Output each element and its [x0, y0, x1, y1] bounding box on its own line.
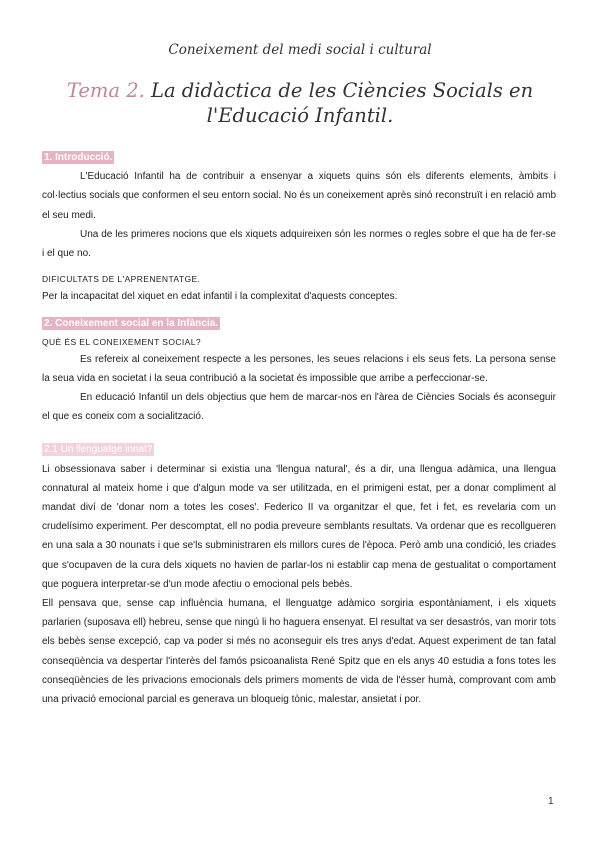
section-heading-coneixement-social: 2. Coneixement social en la Infància.: [44, 318, 218, 330]
title-text-line2: l'Educació Infantil.: [206, 104, 394, 127]
title-tema: Tema 2.: [66, 79, 145, 102]
paragraph: En educació Infantil un dels objectius que hem de marcar-nos en l'àrea de Ciències Socials és aconseguir el que es coneix com a socialització.: [42, 392, 556, 423]
paragraph: Es refereix al coneixement respecte a les persones, les seues relacions i els seus fets. La persona sense la seua vida en societat i la seua contribució a la societat és impossible que arribe a perfeccionar-se.: [42, 353, 556, 384]
page-number: 1: [548, 796, 554, 807]
section-heading-llenguatge-innat: 2.1 Un llenguatge innat?: [44, 444, 153, 456]
title-text: La didàctica de les Ciències Socials en: [144, 79, 534, 102]
paragraph: Ell pensava que, sense cap influència humana, el llenguatge adàmico sorgiria espontàniament, i els xiquets parlarien (suposava ell) hebreu, sense que ningú li ho haguera ensenyat. El resultat va ser desastrós, van morir tots els bebès sense excepció, cap va poder si més no aconseguir els tres anys d'edat. Aquest experiment de tan fatal conseqüència va despertar l'interès del famós psicoanalista René Spitz que en els anys 40 estudia a fons totes les conseqüències de les privacions emocionals dels primers moments de vida de l'ésser humà, comprovant com amb una privació emocional parcial es generava un bloqueig tònic, malestar, ansietat i por.: [42, 598, 556, 706]
subheading-question: QUÈ ÉS EL CONEIXEMENT SOCIAL?: [42, 336, 201, 347]
running-header: Coneixement del medi social i cultural: [168, 42, 432, 58]
subheading-dificultats: DIFICULTATS DE L'APRENENTATGE.: [42, 274, 201, 285]
paragraph: Per la incapacitat del xiquet en edat infantil i la complexitat d'aquests conceptes.: [42, 291, 398, 303]
paragraph: Li obsessionava saber i determinar si existia una 'llengua natural', és a dir, una llengua adàmica, una llengua connatural al mateix home i que d'algun mode va ser utilitzada, en el primigeni estat, per a donar compliment al mandat diví de 'donar nom a totes les coses'. Federico II va organitzar el que, fet i fet, es revelaria com un crudelísimo experiment. Per descomptat, ell no podia preveure semblants resultats. Va ordenar que es recollgueren en una sala a 30 nounats i que se'ls subministraren els millors cures de l'època. Però amb una condició, les criades que s'ocupaven de la cura dels xiquets no havien de parlar-los ni establir cap mena de gestualitat o comportament que poguera interpretar-se d'un mode afectiu o emocional pels bebès.: [42, 463, 556, 590]
section-heading-introduccio: 1. Introducció.: [44, 152, 113, 163]
paragraph: L'Educació Infantil ha de contribuir a ensenyar a xiquets quins són els diferents elements, àmbits i col·lectius socials que conformen el seu entorn social. No és un coneixement après sinó reconstruït i en relació amb el seu medi.: [42, 171, 556, 221]
page-title: [40, 78, 560, 128]
paragraph: Una de les primeres nocions que els xiquets adquireixen són les normes o regles sobre el que ha de fer-se i el que no.: [42, 228, 556, 260]
document-body: [42, 148, 556, 709]
